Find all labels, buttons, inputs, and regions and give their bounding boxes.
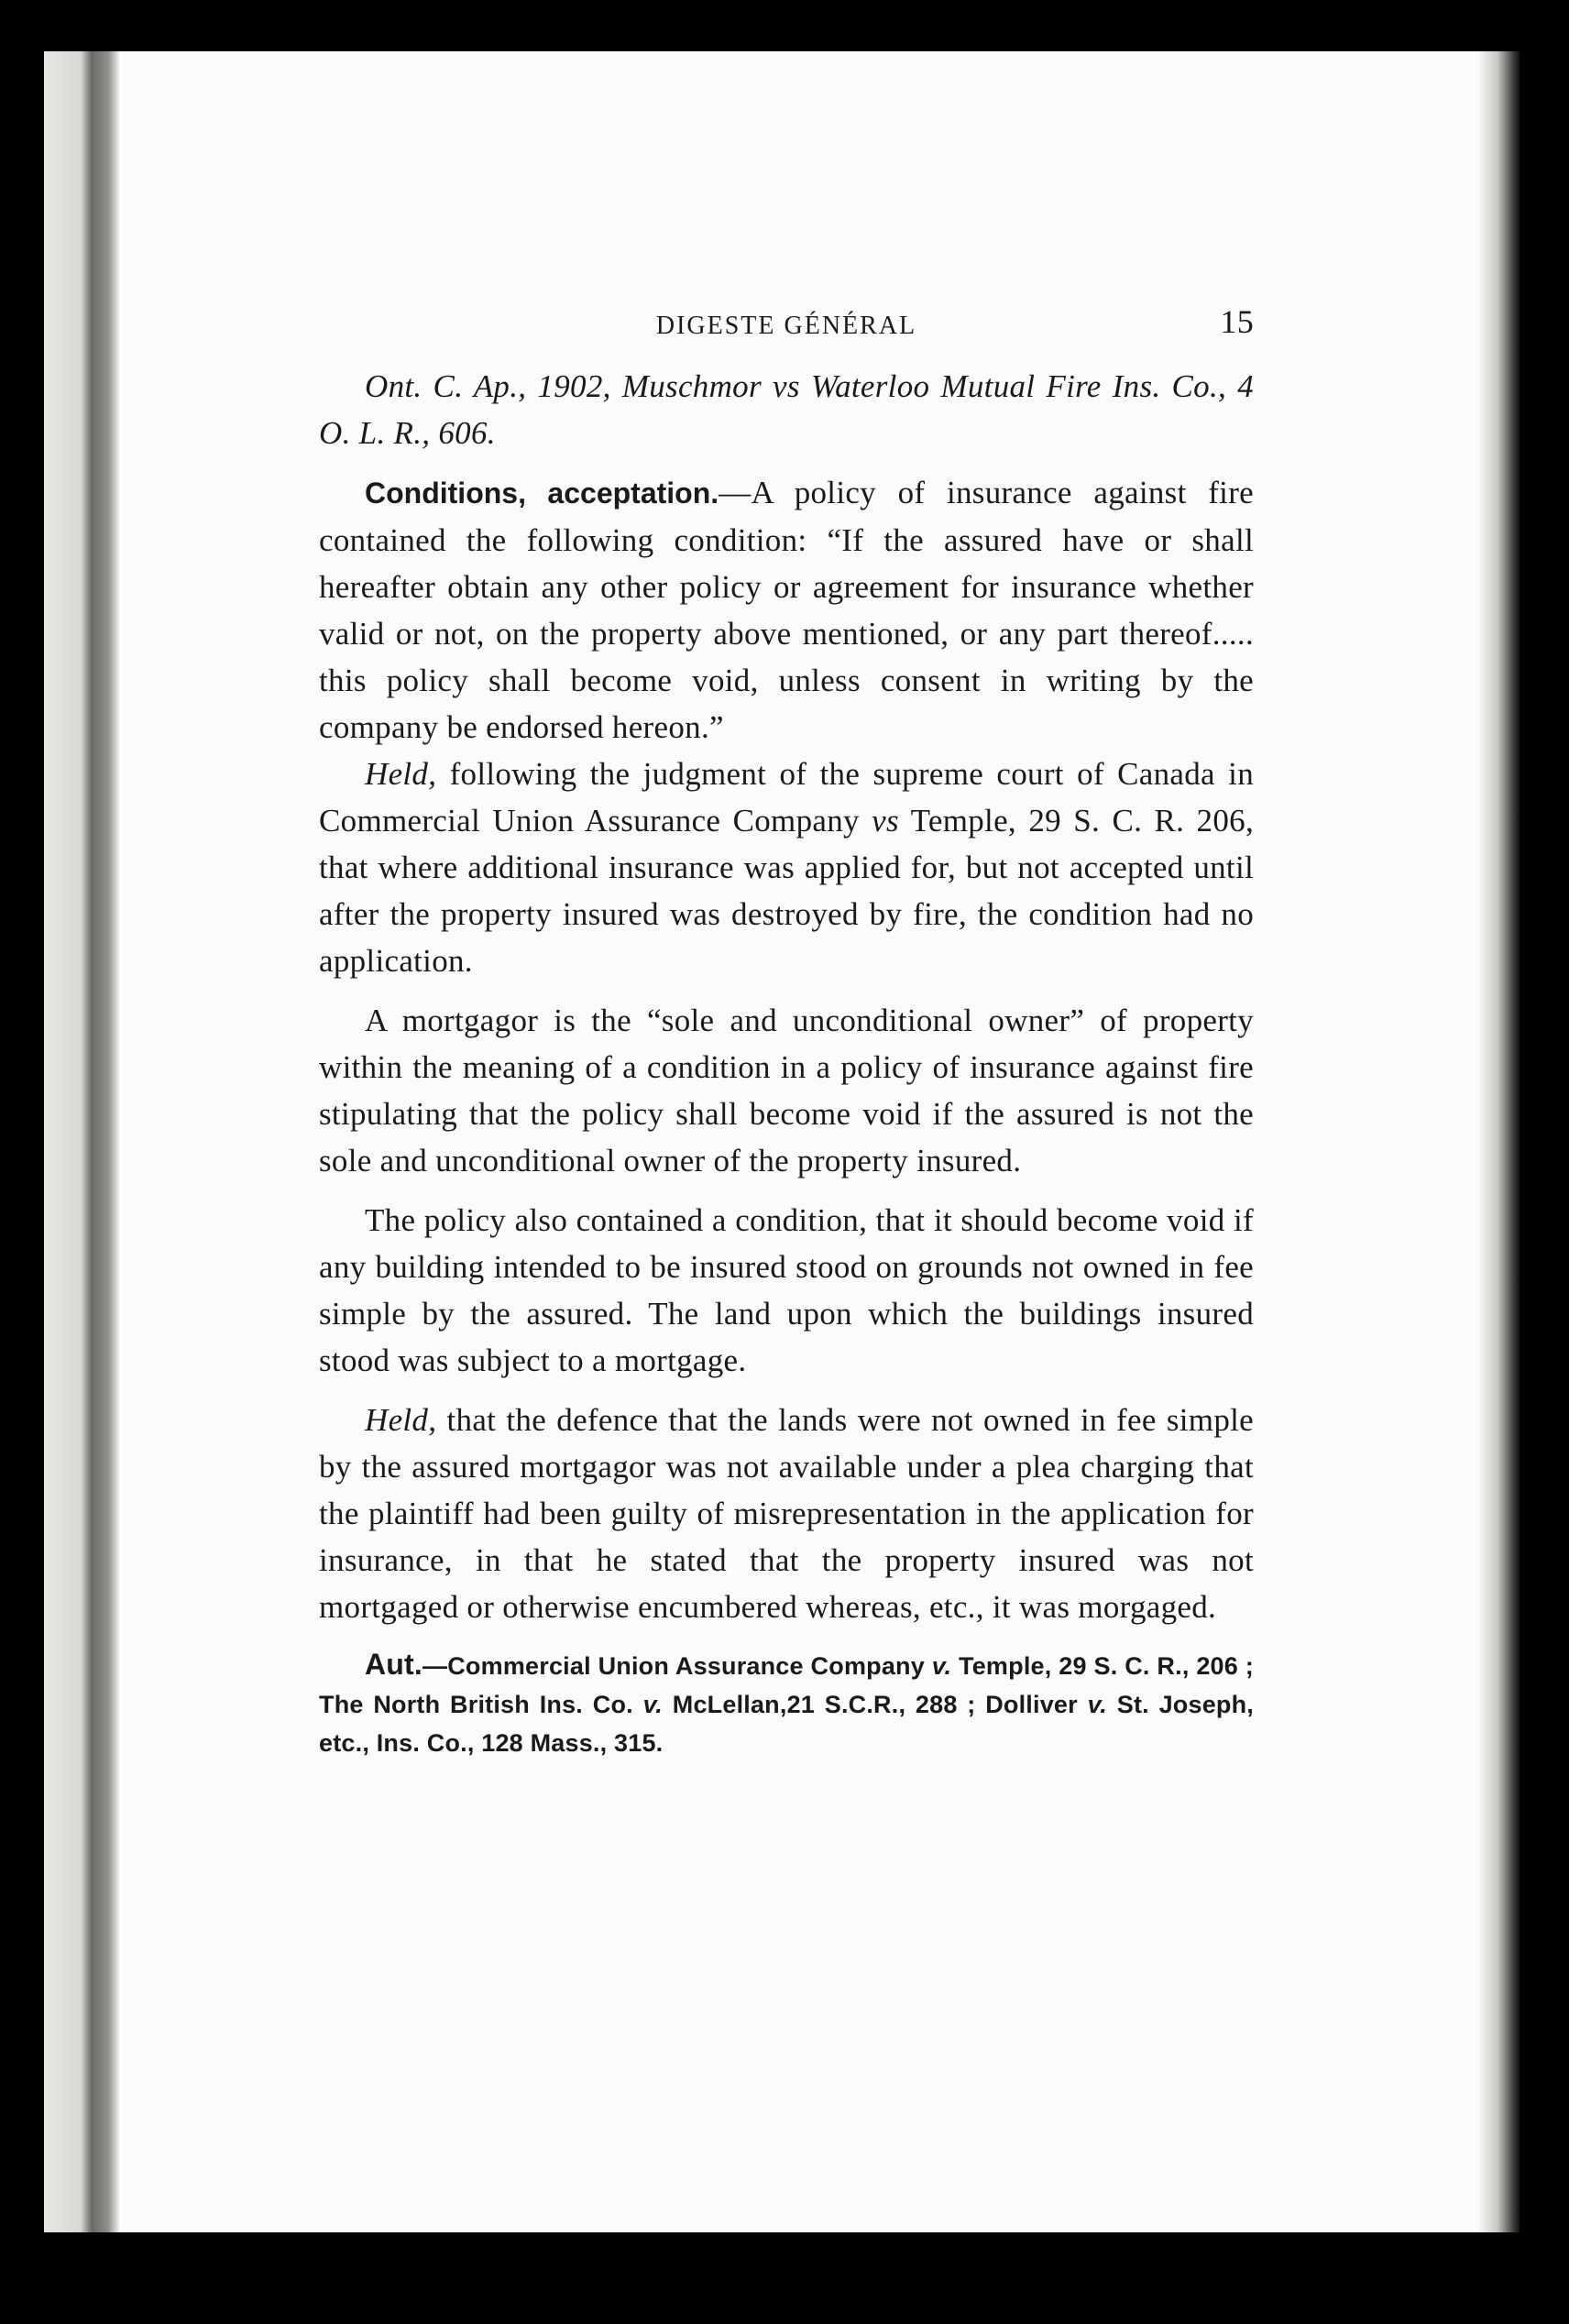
section-heading: Conditions, acceptation. [365, 477, 719, 510]
held-label: Held, [365, 756, 437, 792]
held-text-a: following the judgment of the supreme court of Canada in Commercial Union Assurance Company [319, 756, 1254, 839]
held-text: that the defence that the lands were not owned in fee simple by the assured mortgagor was not available under a plea charging that the plaintiff had been guilty of misrepresentation in the application for insurance, in that he stated that the property insured was not mortgaged or otherwise encumbered whereas, etc., it was morgaged. [319, 1402, 1254, 1625]
held-text-b: Temple, 29 S. C. R. 206, that where additional insurance was applied for, but not accepted until after the property insured was destroyed by fire, the condition had no application. [319, 803, 1254, 979]
running-head [319, 299, 1254, 354]
held-paragraph-1 [319, 751, 1254, 984]
page-binding-edge [44, 51, 119, 2232]
authorities-v2: v. [642, 1691, 664, 1718]
authorities-text-d: St. Joseph, etc., Ins. Co., 128 Mass., 315. [319, 1691, 1255, 1757]
authorities-text-a: —Commercial Union Assurance Company [422, 1652, 932, 1680]
page-fore-edge [1479, 51, 1520, 2232]
held-paragraph-2 [319, 1397, 1254, 1630]
page-number: 15 [1220, 303, 1254, 340]
authorities-v3: v. [1087, 1691, 1108, 1718]
case-citation: Ont. C. Ap., 1902, Muschmor vs Waterloo Mutual Fire Ins. Co., 4 O. L. R., 606. [319, 368, 1254, 451]
section-conditions-acceptation [319, 469, 1254, 751]
authorities-v1: v. [931, 1652, 952, 1680]
policy-paragraph: The policy also contained a condition, that it should become void if any building intended to be insured stood on grounds not owned in fee simple by the assured. The land upon which the buildings insured stood was subject to a mortgage. [319, 1202, 1254, 1378]
held-label: Held, [365, 1402, 437, 1438]
authorities-text-b: Temple, 29 S. C. R., 206 ; The North British Ins. Co. [319, 1652, 1254, 1718]
section-text: —A policy of insurance against fire contained the following condition: “If the assured have or shall hereafter obtain any other policy or agreement for insurance whether valid or not, on the property above mentioned, or any part thereof..... this policy shall become void, unless consent in writing by the company be endorsed hereon.” [319, 475, 1254, 745]
book-page [44, 51, 1520, 2232]
authorities-text-c: McLellan,21 S.C.R., 288 ; Dolliver [663, 1691, 1088, 1718]
running-title: DIGESTE GÉNÉRAL [655, 312, 917, 340]
page-body [319, 299, 1254, 1762]
mortgagor-paragraph: A mortgagor is the “sole and unconditional owner” of property within the meaning of a condition in a policy of insurance against fire stipulating that the policy shall become void if the assured is not the sole and unconditional owner of the property insured. [319, 1003, 1254, 1178]
authorities-label: Aut. [365, 1648, 423, 1681]
held-vs: vs [872, 803, 899, 839]
authorities-note [319, 1645, 1254, 1762]
